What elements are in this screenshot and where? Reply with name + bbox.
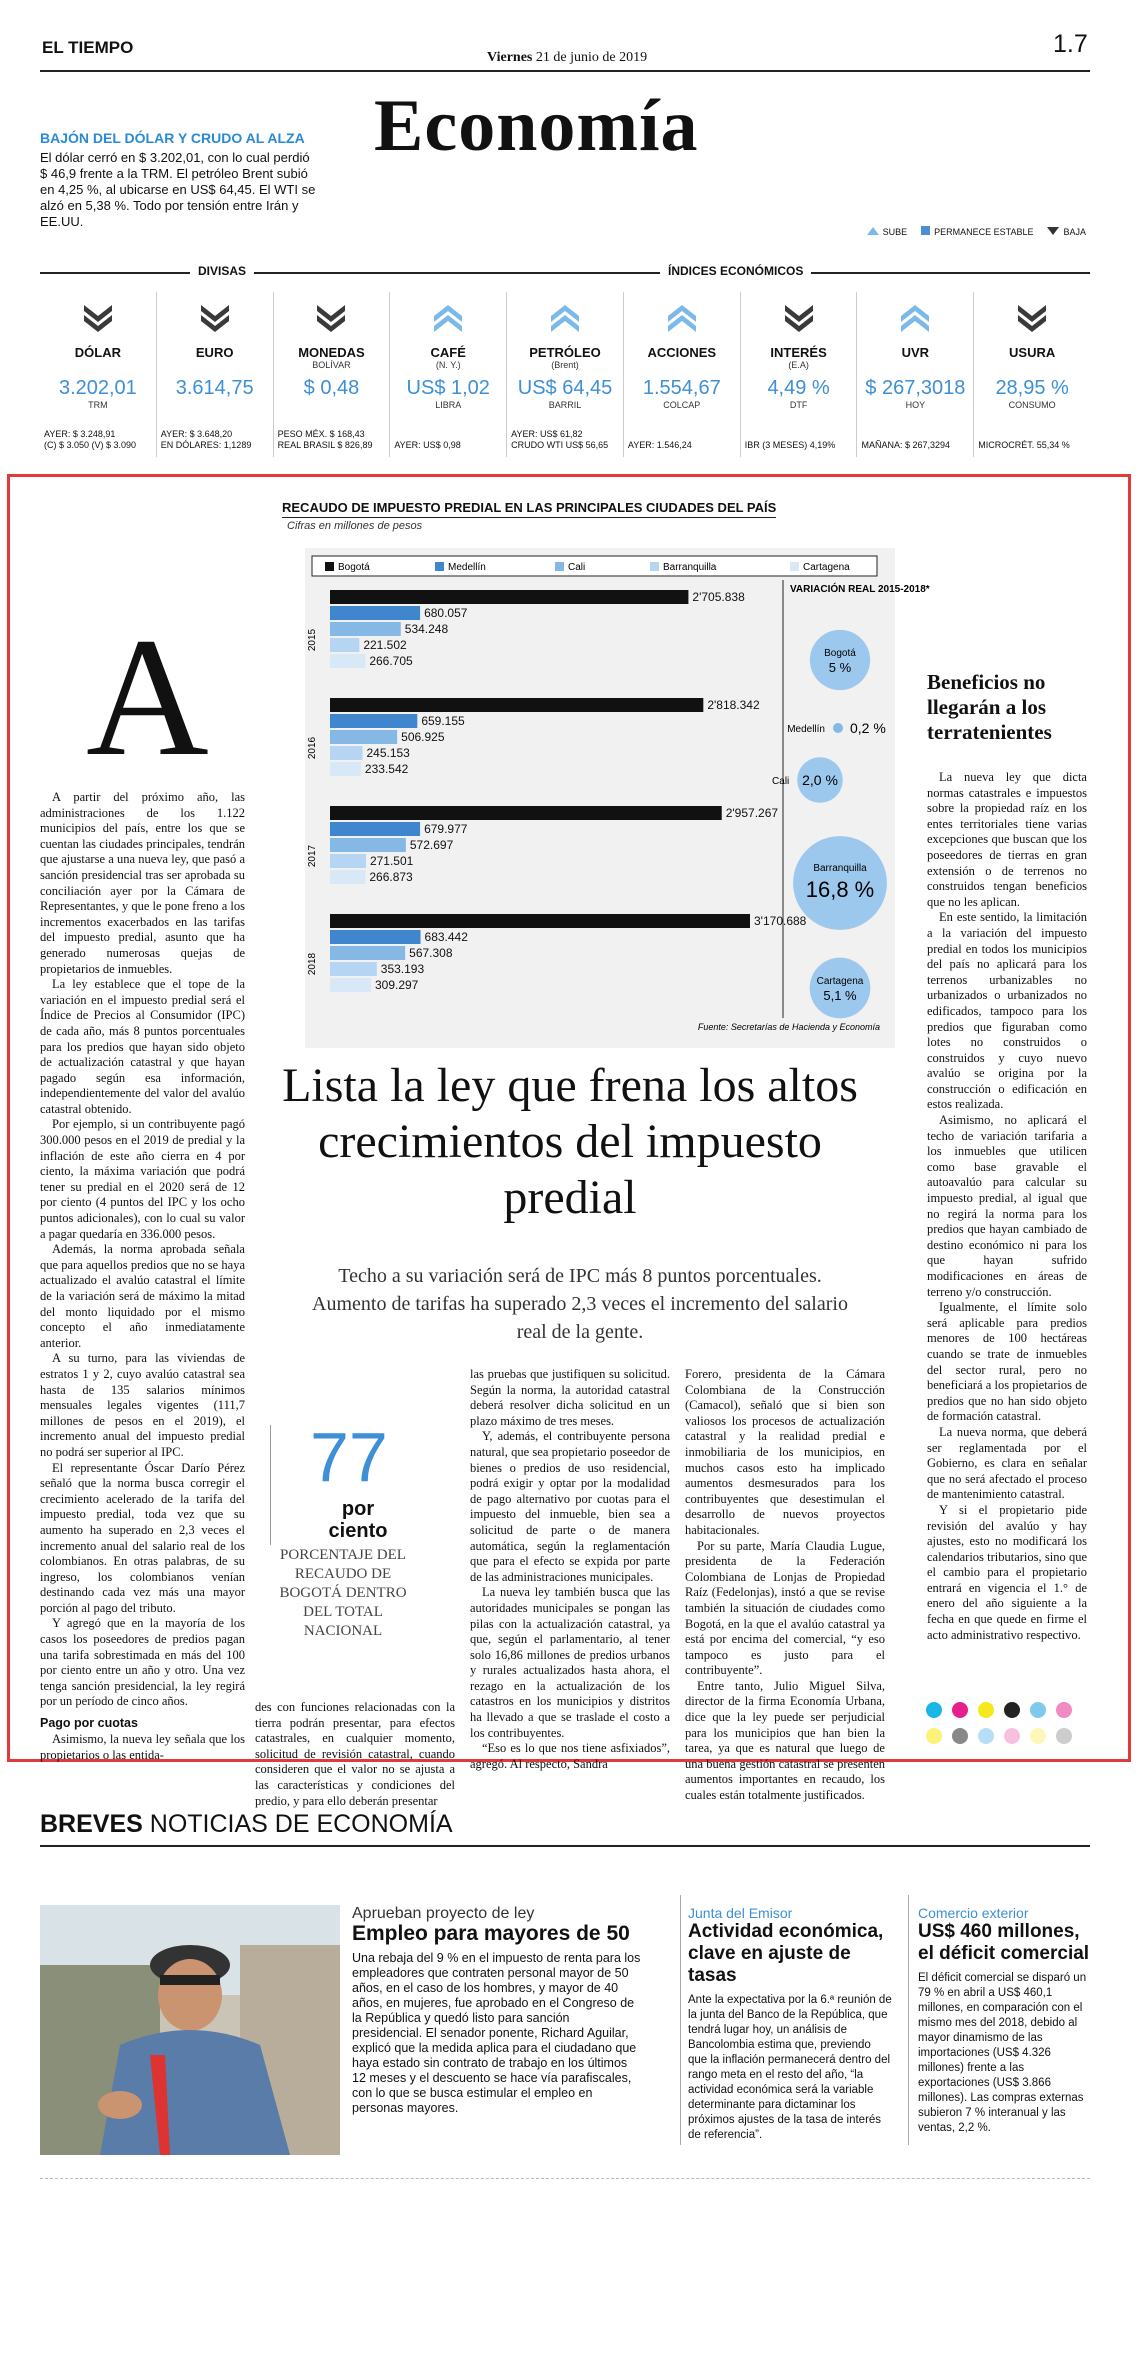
color-dot bbox=[1004, 1702, 1020, 1718]
legend-swatch-2 bbox=[555, 562, 564, 571]
year-label: 2017 bbox=[307, 844, 318, 868]
bar-bogotá-2015 bbox=[330, 590, 688, 604]
color-dot bbox=[952, 1728, 968, 1744]
bar-medellín-2016 bbox=[330, 714, 417, 728]
color-dot bbox=[952, 1702, 968, 1718]
indicator-name: PETRÓLEO bbox=[529, 345, 601, 360]
drop-cap: A bbox=[86, 603, 209, 791]
color-dot bbox=[1056, 1728, 1072, 1744]
indicator-acciones bbox=[623, 292, 740, 457]
breves-rule bbox=[40, 1845, 1090, 1847]
variation-city: Barranquilla bbox=[813, 863, 867, 874]
printer-color-bar bbox=[926, 1700, 1086, 1760]
indicator-footnote bbox=[161, 429, 269, 451]
indicator-sub bbox=[624, 360, 740, 371]
indicator-foot-line-2: EN DÓLARES: 1,1289 bbox=[160, 440, 252, 450]
bar-barranquilla-2015 bbox=[330, 638, 359, 652]
chart-legend bbox=[312, 556, 877, 576]
indicator-value: 3.202,01 bbox=[58, 377, 137, 399]
alert-headline: BAJÓN DEL DÓLAR Y CRUDO AL ALZA bbox=[40, 130, 305, 146]
indicator-footnote bbox=[978, 440, 1086, 451]
bar-value-label: 245.153 bbox=[366, 746, 410, 760]
bar-bogotá-2018 bbox=[330, 914, 750, 928]
divisas-label: DIVISAS bbox=[190, 264, 254, 278]
indicators-row bbox=[40, 292, 1090, 457]
indicator-value: 1.554,67 bbox=[642, 377, 721, 399]
newspaper-brand: EL TIEMPO bbox=[42, 38, 134, 57]
legend-label: Medellín bbox=[448, 562, 486, 573]
news-photo bbox=[40, 1905, 340, 2155]
col3-paragraph: La nueva ley también busca que las autoridades municipales se pongan las pilas con la actualización catastral, ya que, según el parlamentario, al tener solo 16,86 millones de predios urbanos y rurales actualizados hasta ahora, el rezago en la actualización de los catastros en los municipios y distritos ha llevado a que se traslade el costo a los contribuyentes. bbox=[470, 1585, 670, 1740]
indicator-foot-line-1: AYER: US$ 61,82 bbox=[511, 429, 583, 439]
bar-value-label: 683.442 bbox=[424, 930, 468, 944]
col1-paragraph: A su turno, para las viviendas de estratos 1 y 2, cuyo avalúo catastral sea hasta de 135 salarios mínimos mensuales legales vigentes (111,7 millones de pesos en el 2019), el incremento anual del impuesto predial no podrá ser superior al IPC. bbox=[40, 1351, 245, 1459]
bar-value-label: 679.977 bbox=[424, 822, 468, 836]
indicator-sub bbox=[857, 360, 973, 371]
brief-3-kicker: Comercio exterior bbox=[918, 1905, 1029, 1921]
chart-source: Fuente: Secretarías de Hacienda y Economía bbox=[697, 1022, 880, 1032]
indicator-uvr bbox=[856, 292, 973, 457]
chevron-up-icon bbox=[548, 302, 582, 332]
legend-swatch-3 bbox=[650, 562, 659, 571]
bar-cartagena-2018 bbox=[330, 978, 371, 992]
variation-bubble-barranquilla bbox=[793, 836, 887, 930]
chevron-down-icon bbox=[81, 302, 115, 332]
col4-paragraph: Entre tanto, Julio Miguel Silva, director de la firma Economía Urbana, dice que la ley puede ser perjudicial para los municipios que han bien la tarea, ya que es natural que luego de una buena gestión catastral se presenten aumentos importantes en recaudo, los cuales están totalmente justificados. bbox=[685, 1678, 885, 1803]
bar-bogotá-2017 bbox=[330, 806, 722, 820]
col3-paragraph: “Eso es lo que nos tiene asfixiados”, agregó. Al respecto, Sandra bbox=[470, 1741, 670, 1771]
indicator-sub: (Brent) bbox=[551, 360, 579, 370]
issue-date-rest: 21 de junio de 2019 bbox=[535, 50, 648, 65]
page-number: 1.7 bbox=[1053, 30, 1088, 58]
bar-cali-2017 bbox=[330, 838, 406, 852]
indicator-foot-line-1: PESO MÉX. $ 168,43 bbox=[277, 429, 365, 439]
indicator-foot-line-1: AYER: US$ 0,98 bbox=[394, 440, 461, 450]
brief-2-title: Actividad económica, clave en ajuste de tasas bbox=[688, 1921, 884, 1986]
trend-legend bbox=[867, 226, 1086, 237]
indicator-unit: COLCAP bbox=[663, 400, 701, 410]
sidebar-headline: Beneficios no llegarán a los terratenientes bbox=[927, 670, 1052, 744]
bar-bogotá-2016 bbox=[330, 698, 703, 712]
indicator-sub bbox=[157, 360, 273, 371]
bar-cartagena-2016 bbox=[330, 762, 361, 776]
chevron-up-icon bbox=[665, 302, 699, 332]
bar-value-label: 2'818.342 bbox=[707, 698, 760, 712]
year-label: 2015 bbox=[307, 628, 318, 652]
bar-cartagena-2015 bbox=[330, 654, 365, 668]
col1-paragraph: La ley establece que el tope de la variación en el impuesto predial será el Índice de Precios al Consumidor (IPC) de cada año, más 8 puntos porcentuales para los predios que hayan sido objeto de actualización catastral y que hayan pagado según esa información, independientemente del valor del avalúo catastral obtenido. bbox=[40, 977, 245, 1116]
indicator-name: UVR bbox=[901, 345, 930, 360]
breves-label-rest: NOTICIAS DE ECONOMÍA bbox=[149, 1810, 453, 1838]
legend-swatch-0 bbox=[325, 562, 334, 571]
indicator-unit: TRM bbox=[88, 400, 108, 410]
alert-body: El dólar cerró en $ 3.202,01, con lo cual perdió $ 46,9 frente a la TRM. El petróleo Brent subió en 4,25 %, al ubicarse en US$ 64,45. El WTI se alzó en 5,38 %. Todo por tensión entre Irán y EE.UU. bbox=[40, 150, 316, 229]
indices-label: ÍNDICES ECONÓMICOS bbox=[660, 264, 811, 278]
page-bottom-rule bbox=[40, 2178, 1090, 2179]
sidebar-paragraph: La nueva ley que dicta normas catastrales e impuestos sobre la propiedad raíz en los entes territoriales tiene varias excepciones que buscan que los poseedores de tierras en gran extensión o de terrenos no construidos tengan beneficios que no les aplican. bbox=[927, 770, 1087, 909]
variation-bubble-bogotá bbox=[810, 630, 870, 690]
sidebar-paragraph: Igualmente, el límite solo será aplicable para predios menores de 100 hectáreas cuando se trate de inmuebles del sector rural, pero no beneficiará a los propietarios de predios que no han sido objeto de formación catastral. bbox=[927, 1300, 1087, 1424]
indicator-unit: DTF bbox=[789, 400, 808, 410]
indicator-name: MONEDAS bbox=[298, 345, 365, 360]
bar-value-label: 534.248 bbox=[404, 622, 449, 636]
trend-same-legend bbox=[921, 226, 1033, 237]
variation-value: 0,2 % bbox=[850, 720, 886, 736]
color-dot bbox=[978, 1728, 994, 1744]
arrow-down-icon bbox=[1047, 227, 1059, 235]
stat-number: 77 bbox=[310, 1418, 388, 1496]
variation-city: Cali bbox=[772, 776, 790, 787]
bar-value-label: 233.542 bbox=[364, 762, 409, 776]
article-deck: Techo a su variación será de IPC más 8 puntos porcentuales. Aumento de tarifas ha superado 2,3 veces el incremento del salario real de la gente. bbox=[312, 1265, 848, 1343]
indicator-foot-line-1: AYER: 1.546,24 bbox=[627, 440, 692, 450]
sidebar-paragraph: En este sentido, la limitación a la variación del impuesto predial en todos los municipios del país no aplicará para los terrenos urbanizables no urbanizados o urbanizados no edificados, tampoco para los predios que figuraban como lotes no construidos o construidos y cuyo nuevo avalúo se origina por la construcción o edificación en estos realizada. bbox=[927, 910, 1087, 1112]
chevron-up-icon bbox=[431, 302, 465, 332]
article-column-3 bbox=[470, 1367, 670, 1772]
legend-label: Barranquilla bbox=[663, 562, 717, 573]
color-dot bbox=[926, 1728, 942, 1744]
indicator-name: CAFÉ bbox=[430, 345, 466, 360]
bar-medellín-2017 bbox=[330, 822, 420, 836]
indicator-foot-line-1: IBR (3 MESES) 4,19% bbox=[744, 440, 836, 450]
col2-paragraph: des con funciones relacionadas con la tierra podrán presentar, para efectos catastrales, en cualquier momento, solicitud de revisión catastral, cuando consideren que el valor no se ajusta a las características y condiciones del predio, y para ello deberán presentar bbox=[255, 1700, 455, 1808]
indicator-footnote bbox=[278, 429, 386, 451]
bar-cali-2018 bbox=[330, 946, 405, 960]
year-label: 2018 bbox=[307, 952, 318, 976]
col4-paragraph: Forero, presidenta de la Cámara Colombiana de la Construcción (Camacol), señaló que si bien son valiosos los procesos de actualización catastral y la realidad predial e inmobiliaria de los municipios, en muchos casos esto ha implicado aumentos desmesurados para los contribuyentes que desestimulan el desarrollo de nuevos proyectos habitacionales. bbox=[685, 1367, 885, 1537]
legend-swatch-4 bbox=[790, 562, 799, 571]
indicator-euro bbox=[156, 292, 273, 457]
brief-2-kicker: Junta del Emisor bbox=[688, 1905, 793, 1921]
bar-value-label: 309.297 bbox=[374, 978, 419, 992]
indicator-footnote bbox=[44, 429, 152, 451]
bar-value-label: 2'957.267 bbox=[725, 806, 779, 820]
col1-tail: Asimismo, la nueva ley señala que los propietarios o las entida- bbox=[40, 1732, 245, 1762]
indicator-value: 28,95 % bbox=[995, 377, 1069, 399]
indicator-foot-line-1: AYER: $ 3.648,20 bbox=[160, 429, 233, 439]
color-dot bbox=[1056, 1702, 1072, 1718]
chevron-down-icon bbox=[198, 302, 232, 332]
chart-title: RECAUDO DE IMPUESTO PREDIAL EN LAS PRINCIPALES CIUDADES DEL PAÍS bbox=[282, 500, 776, 518]
indicator-sub: (E.A) bbox=[788, 360, 809, 370]
indicators-header bbox=[40, 262, 1090, 282]
legend-label: Cartagena bbox=[803, 562, 850, 573]
variation-city: Cartagena bbox=[816, 976, 864, 987]
bar-cali-2016 bbox=[330, 730, 397, 744]
legend-label: Cali bbox=[568, 562, 586, 573]
color-dot bbox=[1030, 1728, 1046, 1744]
arrow-up-icon bbox=[867, 227, 879, 235]
col1-paragraph: A partir del próximo año, las administraciones de los 1.122 municipios del país, entre los que se cuentan las ciudades principales, tendrán que ajustarse a una nueva ley, que pasó a sanción presidencial tras ser aprobada su conciliación ayer por la Cámara de Representantes, y que le pone freno a los incrementos exacerbados en las tarifas del impuesto predial, asunto que ha generado numerosas quejas de propietarios de inmuebles. bbox=[40, 790, 245, 976]
indicator-value: US$ 64,45 bbox=[517, 377, 613, 399]
bar-value-label: 680.057 bbox=[424, 606, 468, 620]
color-dot bbox=[1030, 1702, 1046, 1718]
indicator-petróleo bbox=[506, 292, 623, 457]
brief-3-title: US$ 460 millones, el déficit comercial bbox=[918, 1921, 1090, 1964]
trend-same-label: PERMANECE ESTABLE bbox=[934, 227, 1034, 237]
bar-value-label: 353.193 bbox=[380, 962, 425, 976]
indicator-usura bbox=[973, 292, 1090, 457]
col3-paragraph: las pruebas que justifiquen su solicitud. Según la norma, la autoridad catastral deberá resolver dicha solicitud en un plazo máximo de tres meses. bbox=[470, 1367, 670, 1428]
indicator-dólar bbox=[40, 292, 156, 457]
bar-value-label: 567.308 bbox=[409, 946, 453, 960]
variation-title: VARIACIÓN REAL 2015-2018* bbox=[790, 584, 930, 595]
year-label: 2016 bbox=[307, 736, 318, 760]
predial-chart bbox=[290, 548, 930, 1048]
indicator-foot-line-1: AYER: $ 3.248,91 bbox=[44, 429, 116, 439]
bar-barranquilla-2016 bbox=[330, 746, 362, 760]
chevron-down-icon bbox=[782, 302, 816, 332]
stat-unit: por ciento bbox=[328, 1498, 388, 1542]
col1-paragraph: El representante Óscar Darío Pérez señaló que la norma busca corregir el crecimiento acelerado de la tarifa del impuesto predial, toda vez que su aumento ha superado en 2,3 veces el incremento anual del salario real de los colombianos. En otras palabras, de su ingreso, los colombianos venían destinando cada vez más una mayor porción al pago del tributo. bbox=[40, 1460, 245, 1615]
indicator-sub: BOLÍVAR bbox=[312, 360, 351, 370]
variation-value: 5,1 % bbox=[823, 988, 857, 1003]
bar-value-label: 572.697 bbox=[409, 838, 454, 852]
col3-paragraph: Y, además, el contribuyente persona natural, que sea propietario poseedor de bienes o predios de uso residencial, podrá exigir y optar por la modalidad de pago alternativo por cuotas para el impuesto del inmueble, bien sea a solicitud de parte o de manera automática, según la reglamentación que para el efecto se expida por parte de las administraciones municipales. bbox=[470, 1429, 670, 1584]
indicator-footnote bbox=[628, 440, 736, 451]
indicator-monedas bbox=[273, 292, 390, 457]
bar-cartagena-2017 bbox=[330, 870, 365, 884]
breves-header bbox=[40, 1810, 453, 1839]
chevron-down-icon bbox=[314, 302, 348, 332]
indicator-value: $ 0,48 bbox=[303, 377, 360, 399]
brief-3 bbox=[918, 1905, 1090, 2136]
col1-paragraph: Además, la norma aprobada señala que para aquellos predios que no se haya actualizado el avalúo catastral el límite de la variación será de máximo la mitad del monto liquidado por el mismo concepto el año inmediatamente anterior. bbox=[40, 1242, 245, 1350]
indicator-interés bbox=[740, 292, 857, 457]
indicator-footnote bbox=[861, 440, 969, 451]
indicator-name: EURO bbox=[195, 345, 234, 360]
col1-subhead: Pago por cuotas bbox=[40, 1716, 138, 1731]
legend-label: Bogotá bbox=[338, 562, 370, 573]
brief-2-body: Ante la expectativa por la 6.ª reunión de la junta del Banco de la República, que tendrá lugar hoy, un análisis de Bancolombia estima que, previendo que la inflación permanecerá dentro del rango meta en el resto del año, “la actividad económica será la variable determinante para dictaminar los próximos ajustes de la tasa de interés de referencia”. bbox=[688, 1994, 892, 2141]
sidebar-body bbox=[927, 770, 1087, 1643]
brief-1-kicker: Aprueban proyecto de ley bbox=[352, 1905, 535, 1922]
brief-3-body: El déficit comercial se disparó un 79 % en abril a US$ 460,1 millones, en comparación con el mismo mes del 2018, debido al mayor dinamismo de las importaciones (US$ 4.326 millones) frente a las exportaciones (US$ 3.866 millones). Las compras externas subieron 7 % interanual y las ventas, 2,2 %. bbox=[918, 1972, 1087, 2134]
brief-divider-1 bbox=[680, 1895, 681, 2145]
chevron-down-icon bbox=[1015, 302, 1049, 332]
indicator-footnote bbox=[745, 440, 853, 451]
indicator-unit: CONSUMO bbox=[1008, 400, 1056, 410]
brief-1-title: Empleo para mayores de 50 bbox=[352, 1922, 630, 1945]
indicator-sub bbox=[40, 360, 156, 371]
bar-barranquilla-2017 bbox=[330, 854, 366, 868]
indicator-value: 3.614,75 bbox=[175, 377, 254, 399]
issue-day: Viernes bbox=[487, 50, 533, 65]
chevron-up-icon bbox=[898, 302, 932, 332]
indicator-value: US$ 1,02 bbox=[406, 377, 490, 399]
indicator-sub bbox=[974, 360, 1090, 371]
legend-swatch-1 bbox=[435, 562, 444, 571]
brief-1 bbox=[352, 1905, 642, 2116]
indicator-foot-line-2: REAL BRASIL $ 826,89 bbox=[277, 440, 373, 450]
sidebar-paragraph: Asimismo, no aplicará el techo de variación tarifaria a los inmuebles que utilicen como base gravable el autoavalúo para calcular su impuesto predial, al igual que no regirá la norma para los predios que hayan cambiado de destino económico ni para los que hayan sufrido modificaciones en áreas de terreno y/o construcción. bbox=[927, 1113, 1087, 1299]
indicator-sub: (N. Y.) bbox=[435, 360, 461, 370]
variation-value: 16,8 % bbox=[805, 877, 875, 902]
section-title: Economía bbox=[374, 85, 699, 167]
indicator-café bbox=[389, 292, 506, 457]
bar-medellín-2015 bbox=[330, 606, 420, 620]
bar-value-label: 2'705.838 bbox=[692, 590, 745, 604]
indicator-footnote bbox=[511, 429, 619, 451]
col4-paragraph: Por su parte, María Claudia Lugue, presidenta de la Federación Colombiana de Lonjas de Propiedad Raíz (Fedelonjas), instó a que se revise también la situación de ciudades como Bogotá, en la que el avalúo catastral ya está por encima del comercial, “y eso tampoco es justo para el contribuyente”. bbox=[685, 1538, 885, 1678]
col1-paragraph: Por ejemplo, si un contribuyente pagó 300.000 pesos en el 2019 de predial y la inflación de este año cierra en 4 por ciento, la máxima variación que podrá tener su predial en el 2020 será de 12 por ciento (4 puntos del IPC y los ocho puntos adicionales), con lo cual su valor a pagar quedaría en 336.000 pesos. bbox=[40, 1117, 245, 1241]
trend-up-label: SUBE bbox=[882, 226, 908, 237]
bar-value-label: 266.705 bbox=[369, 654, 413, 668]
indicator-name: USURA bbox=[1009, 345, 1056, 360]
indicator-value: $ 267,3018 bbox=[865, 377, 966, 399]
indicator-value: 4,49 % bbox=[767, 377, 830, 399]
color-dot bbox=[978, 1702, 994, 1718]
issue-date bbox=[487, 50, 647, 66]
sidebar-paragraph: La nueva norma, que deberá ser reglamentada por el Gobierno, es clara en señalar que no será afectado el proceso de mantenimiento catastral. bbox=[927, 1424, 1087, 1502]
bar-medellín-2018 bbox=[330, 930, 421, 944]
variation-city: Bogotá bbox=[824, 648, 856, 659]
stat-rule bbox=[270, 1425, 271, 1545]
bar-value-label: 271.501 bbox=[369, 854, 414, 868]
trend-down-legend bbox=[1047, 227, 1086, 237]
variation-bubble-cartagena bbox=[810, 958, 871, 1019]
sidebar-paragraph: Y si el propietario pide revisión del avalúo y hay ajustes, esto no modificará los calendarios tributarios, sino que el cambio para el propietario entrará en vigencia el 1.° de enero del año siguiente a la fecha en que quede en firme el acto administrativo respectivo. bbox=[927, 1502, 1087, 1642]
brief-2 bbox=[688, 1905, 893, 2143]
indicator-unit: HOY bbox=[905, 400, 926, 410]
bar-value-label: 221.502 bbox=[363, 638, 407, 652]
stat-description: PORCENTAJE DEL RECAUDO DE BOGOTÁ DENTRO DEL TOTAL NACIONAL bbox=[279, 1547, 407, 1639]
indicator-foot-line-2: (C) $ 3.050 (V) $ 3.090 bbox=[44, 440, 137, 450]
trend-down-label: BAJA bbox=[1063, 226, 1086, 237]
trend-up-legend bbox=[867, 227, 908, 237]
article-column-2 bbox=[255, 1700, 455, 1809]
indicator-name: ACCIONES bbox=[647, 345, 717, 360]
square-icon bbox=[921, 226, 930, 235]
col1-paragraph: Y agregó que en la mayoría de los casos los poseedores de predios pagan una tarifa sobrestimada en más del 100 por ciento entre un año y otro. Una vez tenga sanción presidencial, la ley regirá por un período de cinco años. bbox=[40, 1616, 245, 1709]
indicator-unit: LIBRA bbox=[435, 400, 462, 410]
masthead-rule bbox=[40, 70, 1090, 72]
bar-value-label: 506.925 bbox=[401, 730, 445, 744]
indicator-unit: BARRIL bbox=[548, 400, 582, 410]
indicator-name: INTERÉS bbox=[770, 345, 827, 360]
bar-cali-2015 bbox=[330, 622, 401, 636]
indicator-name: DÓLAR bbox=[74, 345, 121, 360]
article-column-4 bbox=[685, 1367, 885, 1804]
brief-1-body: Una rebaja del 9 % en el impuesto de renta para los empleadores que contraten personal mayor de 50 años, en el caso de los hombres, y mayor de 40 años, en mujeres, fue aprobado en el Congreso de la República y quedó listo para sanción presidencial. El senador ponente, Richard Aguilar, explicó que la medida aplica para el ciudadano que haya estado sin contrato de trabajo en los últimos 12 meses y el descuento se hace vía parafiscales, con lo que se busca estimular el empleo en personas mayores. bbox=[352, 1951, 641, 2115]
bar-value-label: 659.155 bbox=[421, 714, 465, 728]
variation-value: 2,0 % bbox=[802, 772, 838, 788]
article-column-1 bbox=[40, 790, 245, 1763]
variation-city: Medellín bbox=[787, 724, 825, 735]
color-dot bbox=[1004, 1728, 1020, 1744]
bar-value-label: 3'170.688 bbox=[754, 914, 807, 928]
color-dot bbox=[926, 1702, 942, 1718]
bar-barranquilla-2018 bbox=[330, 962, 377, 976]
variation-value: 5 % bbox=[828, 660, 852, 675]
indicator-foot-line-1: MAÑANA: $ 267,3294 bbox=[861, 440, 951, 450]
brief-divider-2 bbox=[908, 1895, 909, 2145]
indicator-footnote bbox=[394, 440, 502, 451]
breves-label-bold: BREVES bbox=[40, 1810, 143, 1838]
chart-subtitle: Cifras en millones de pesos bbox=[287, 520, 423, 532]
indicator-foot-line-2: CRUDO WTI US$ 56,65 bbox=[511, 440, 609, 450]
article-headline: Lista la ley que frena los altos crecimientos del impuesto predial bbox=[282, 1059, 858, 1224]
bar-value-label: 266.873 bbox=[369, 870, 413, 884]
indicator-foot-line-1: MICROCRÉT. 55,34 % bbox=[978, 440, 1070, 450]
